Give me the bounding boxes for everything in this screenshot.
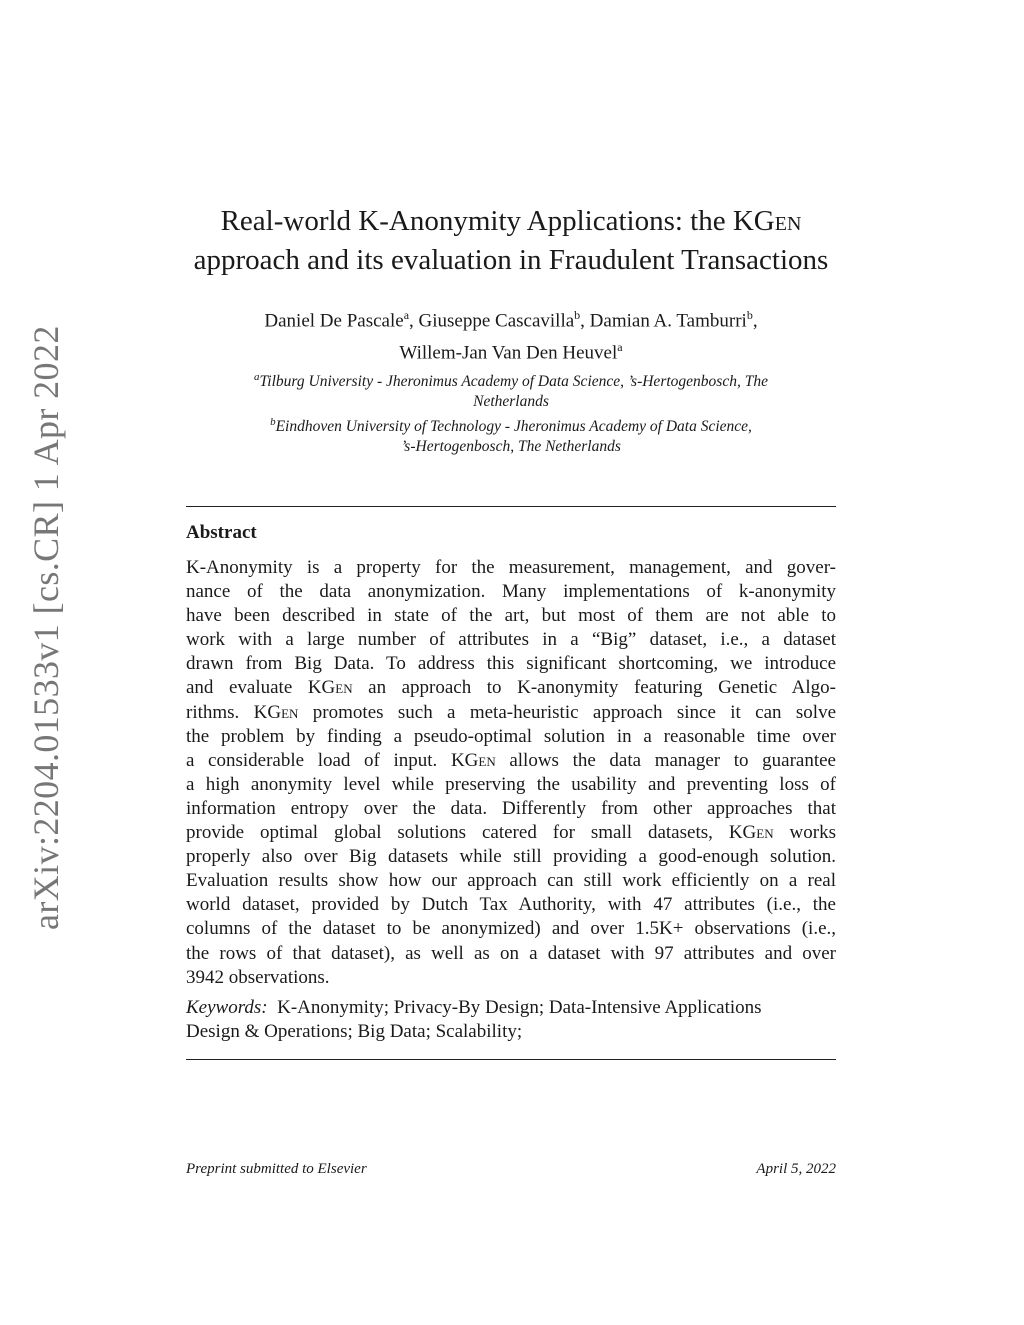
abstract-line: information entropy over the data. Differently from other approaches that	[186, 797, 836, 819]
abstract-line: have been described in state of the art, but most of them are not able to	[186, 605, 836, 627]
abstract-line	[186, 701, 836, 725]
kgen-name: KGen	[450, 749, 496, 771]
keywords	[186, 996, 836, 1044]
affiliation-a-text: Tilburg University - Jheronimus Academy of Data Science, ’s-Hertogenbosch, The	[259, 373, 768, 391]
kgen-name: KGen	[307, 677, 353, 699]
affiliation-b-text: Eindhoven University of Technology - Jheronimus Academy of Data Science,	[275, 418, 752, 436]
affiliation-b-line-1	[186, 412, 836, 437]
abstract-text: works	[773, 822, 836, 844]
author-affil-mark: b	[746, 308, 753, 322]
keywords-line-2: Design & Operations; Big Data; Scalability;	[186, 1021, 523, 1042]
keywords-line-1	[186, 996, 836, 1020]
kgen-name: KGen	[728, 822, 774, 844]
abstract-line: 3942 observations.	[186, 966, 330, 988]
author-affil-mark: b	[574, 308, 581, 322]
author-de-pascale: Daniel De Pascale	[264, 310, 404, 332]
abstract-text: a considerable load of input.	[186, 749, 451, 771]
abstract-text: provide optimal global solutions catered for small datasets,	[186, 822, 729, 844]
abstract-line: K-Anonymity is a property for the measurement, management, and gover-	[186, 557, 836, 578]
abstract-bottom-rule	[186, 1059, 836, 1060]
paper-title	[186, 202, 836, 280]
abstract-text: an approach to K-anonymity featuring Genetic Algo-	[352, 677, 836, 699]
affiliation-b-mark: b	[270, 416, 276, 429]
abstract-line: work with a large number of attributes in a “Big” dataset, i.e., a dataset	[186, 629, 836, 651]
page-footer	[186, 1161, 836, 1178]
affiliation-a-mark: a	[254, 371, 260, 383]
keywords-text: K-Anonymity; Privacy-By Design; Data-Intensive Applications	[267, 997, 762, 1018]
author-cascavilla: , Giuseppe Cascavilla	[409, 310, 575, 332]
abstract-text: and evaluate	[186, 677, 308, 699]
abstract-heading: Abstract	[186, 522, 257, 543]
title-line-1	[186, 202, 836, 241]
kgen-name: KGen	[253, 701, 299, 723]
title-line-1-text: Real-world K-Anonymity Applications: the	[220, 205, 733, 237]
abstract-line	[186, 821, 836, 845]
abstract-line	[186, 749, 836, 773]
author-van-den-heuvel: Willem-Jan Van Den Heuvel	[399, 342, 618, 364]
author-affil-mark: a	[617, 340, 623, 355]
author-tamburri: , Damian A. Tamburri	[580, 310, 747, 332]
affiliation-a-line-2: Netherlands	[473, 393, 549, 411]
abstract-line: Evaluation results show how our approach can still work efficiently on a real	[186, 870, 836, 892]
abstract-line: the problem by finding a pseudo-optimal solution in a reasonable time over	[186, 725, 836, 747]
abstract-line: nance of the data anonymization. Many implementations of k-anonymity	[186, 581, 836, 603]
authors-line-2	[186, 334, 836, 366]
abstract-line: properly also over Big datasets while still providing a good-enough solution.	[186, 846, 836, 868]
title-line-2: approach and its evaluation in Fraudulent Transactions	[193, 244, 829, 276]
abstract-line: world dataset, provided by Dutch Tax Authority, with 47 attributes (i.e., the	[186, 894, 836, 916]
abstract-line: the rows of that dataset), as well as on a dataset with 97 attributes and over	[186, 942, 836, 964]
arxiv-identifier-stamp[interactable]: arXiv:2204.01533v1 [cs.CR] 1 Apr 2022	[26, 325, 66, 930]
keywords-label: Keywords:	[186, 997, 268, 1018]
abstract-text: rithms.	[186, 701, 254, 723]
author-affil-mark: a	[403, 308, 410, 322]
author-list	[186, 302, 836, 367]
title-kgen: KGen	[732, 205, 802, 237]
abstract-line: drawn from Big Data. To address this significant shortcoming, we introduce	[186, 653, 836, 675]
affiliation-b-line-2: ’s-Hertogenbosch, The Netherlands	[401, 438, 621, 456]
abstract-body	[186, 556, 836, 990]
affiliation-a-line-1	[186, 367, 836, 392]
abstract-line	[186, 676, 836, 700]
abstract-text: allows the data manager to guarantee	[495, 749, 836, 771]
authors-line-1	[186, 302, 836, 334]
abstract-line: a high anonymity level while preserving the usability and preventing loss of	[186, 773, 836, 795]
abstract-line: columns of the dataset to be anonymized) and over 1.5K+ observations (i.e.,	[186, 918, 836, 940]
footer-date: April 5, 2022	[756, 1161, 836, 1177]
abstract-text: promotes such a meta-heuristic approach since it can solve	[298, 701, 837, 723]
affiliations	[186, 367, 836, 457]
author-separator: ,	[752, 310, 758, 332]
footer-preprint-note: Preprint submitted to Elsevier	[186, 1161, 367, 1177]
abstract-top-rule	[186, 506, 836, 507]
